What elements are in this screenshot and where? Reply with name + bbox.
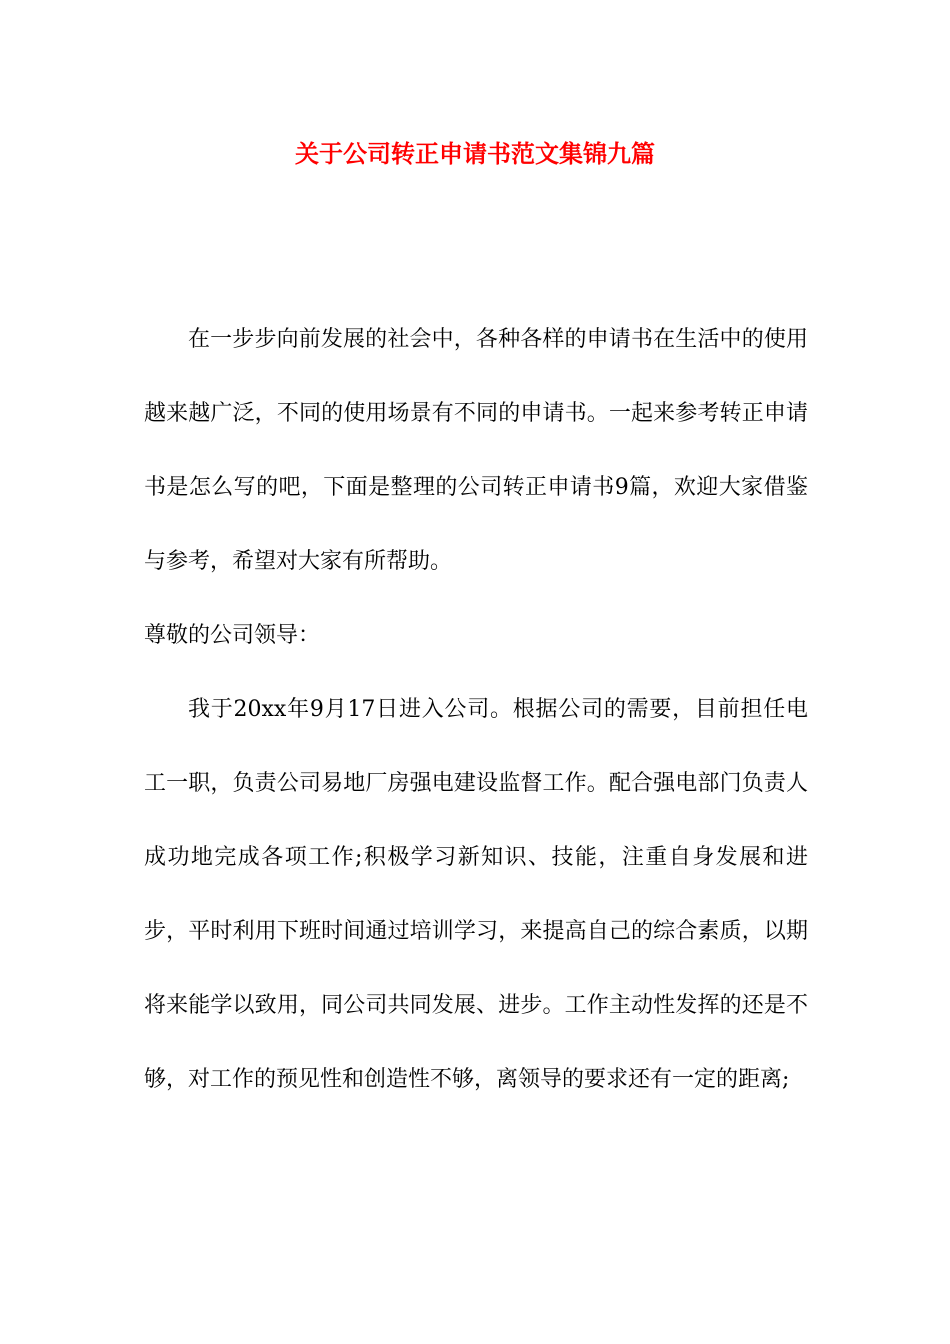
document-body [144,303,808,1117]
document-title: 关于公司转正申请书范文集锦九篇 [295,140,655,168]
salutation: 尊敬的公司领导： [144,623,321,648]
body-paragraph: 我于20xx年9月17日进入公司。根据公司的需要，目前担任电工一职，负责公司易地厂房强电建设监督工作。配合强电部门负责人成功地完成各项工作;积极学习新知识、技能，注重自身发展和进步，平时利用下班时间通过培训学习，来提高自己的综合素质，以期将来能学以致用，同公司共同发展、进步。工作主动性发挥的还是不够，对工作的预见性和创造性不够，离领导的要求还有一定的距离; [144,697,808,1092]
intro-paragraph: 在一步步向前发展的社会中，各种各样的申请书在生活中的使用越来越广泛，不同的使用场景有不同的申请书。一起来参考转正申请书是怎么写的吧，下面是整理的公司转正申请书9篇，欢迎大家借鉴与参考，希望对大家有所帮助。 [144,327,808,574]
